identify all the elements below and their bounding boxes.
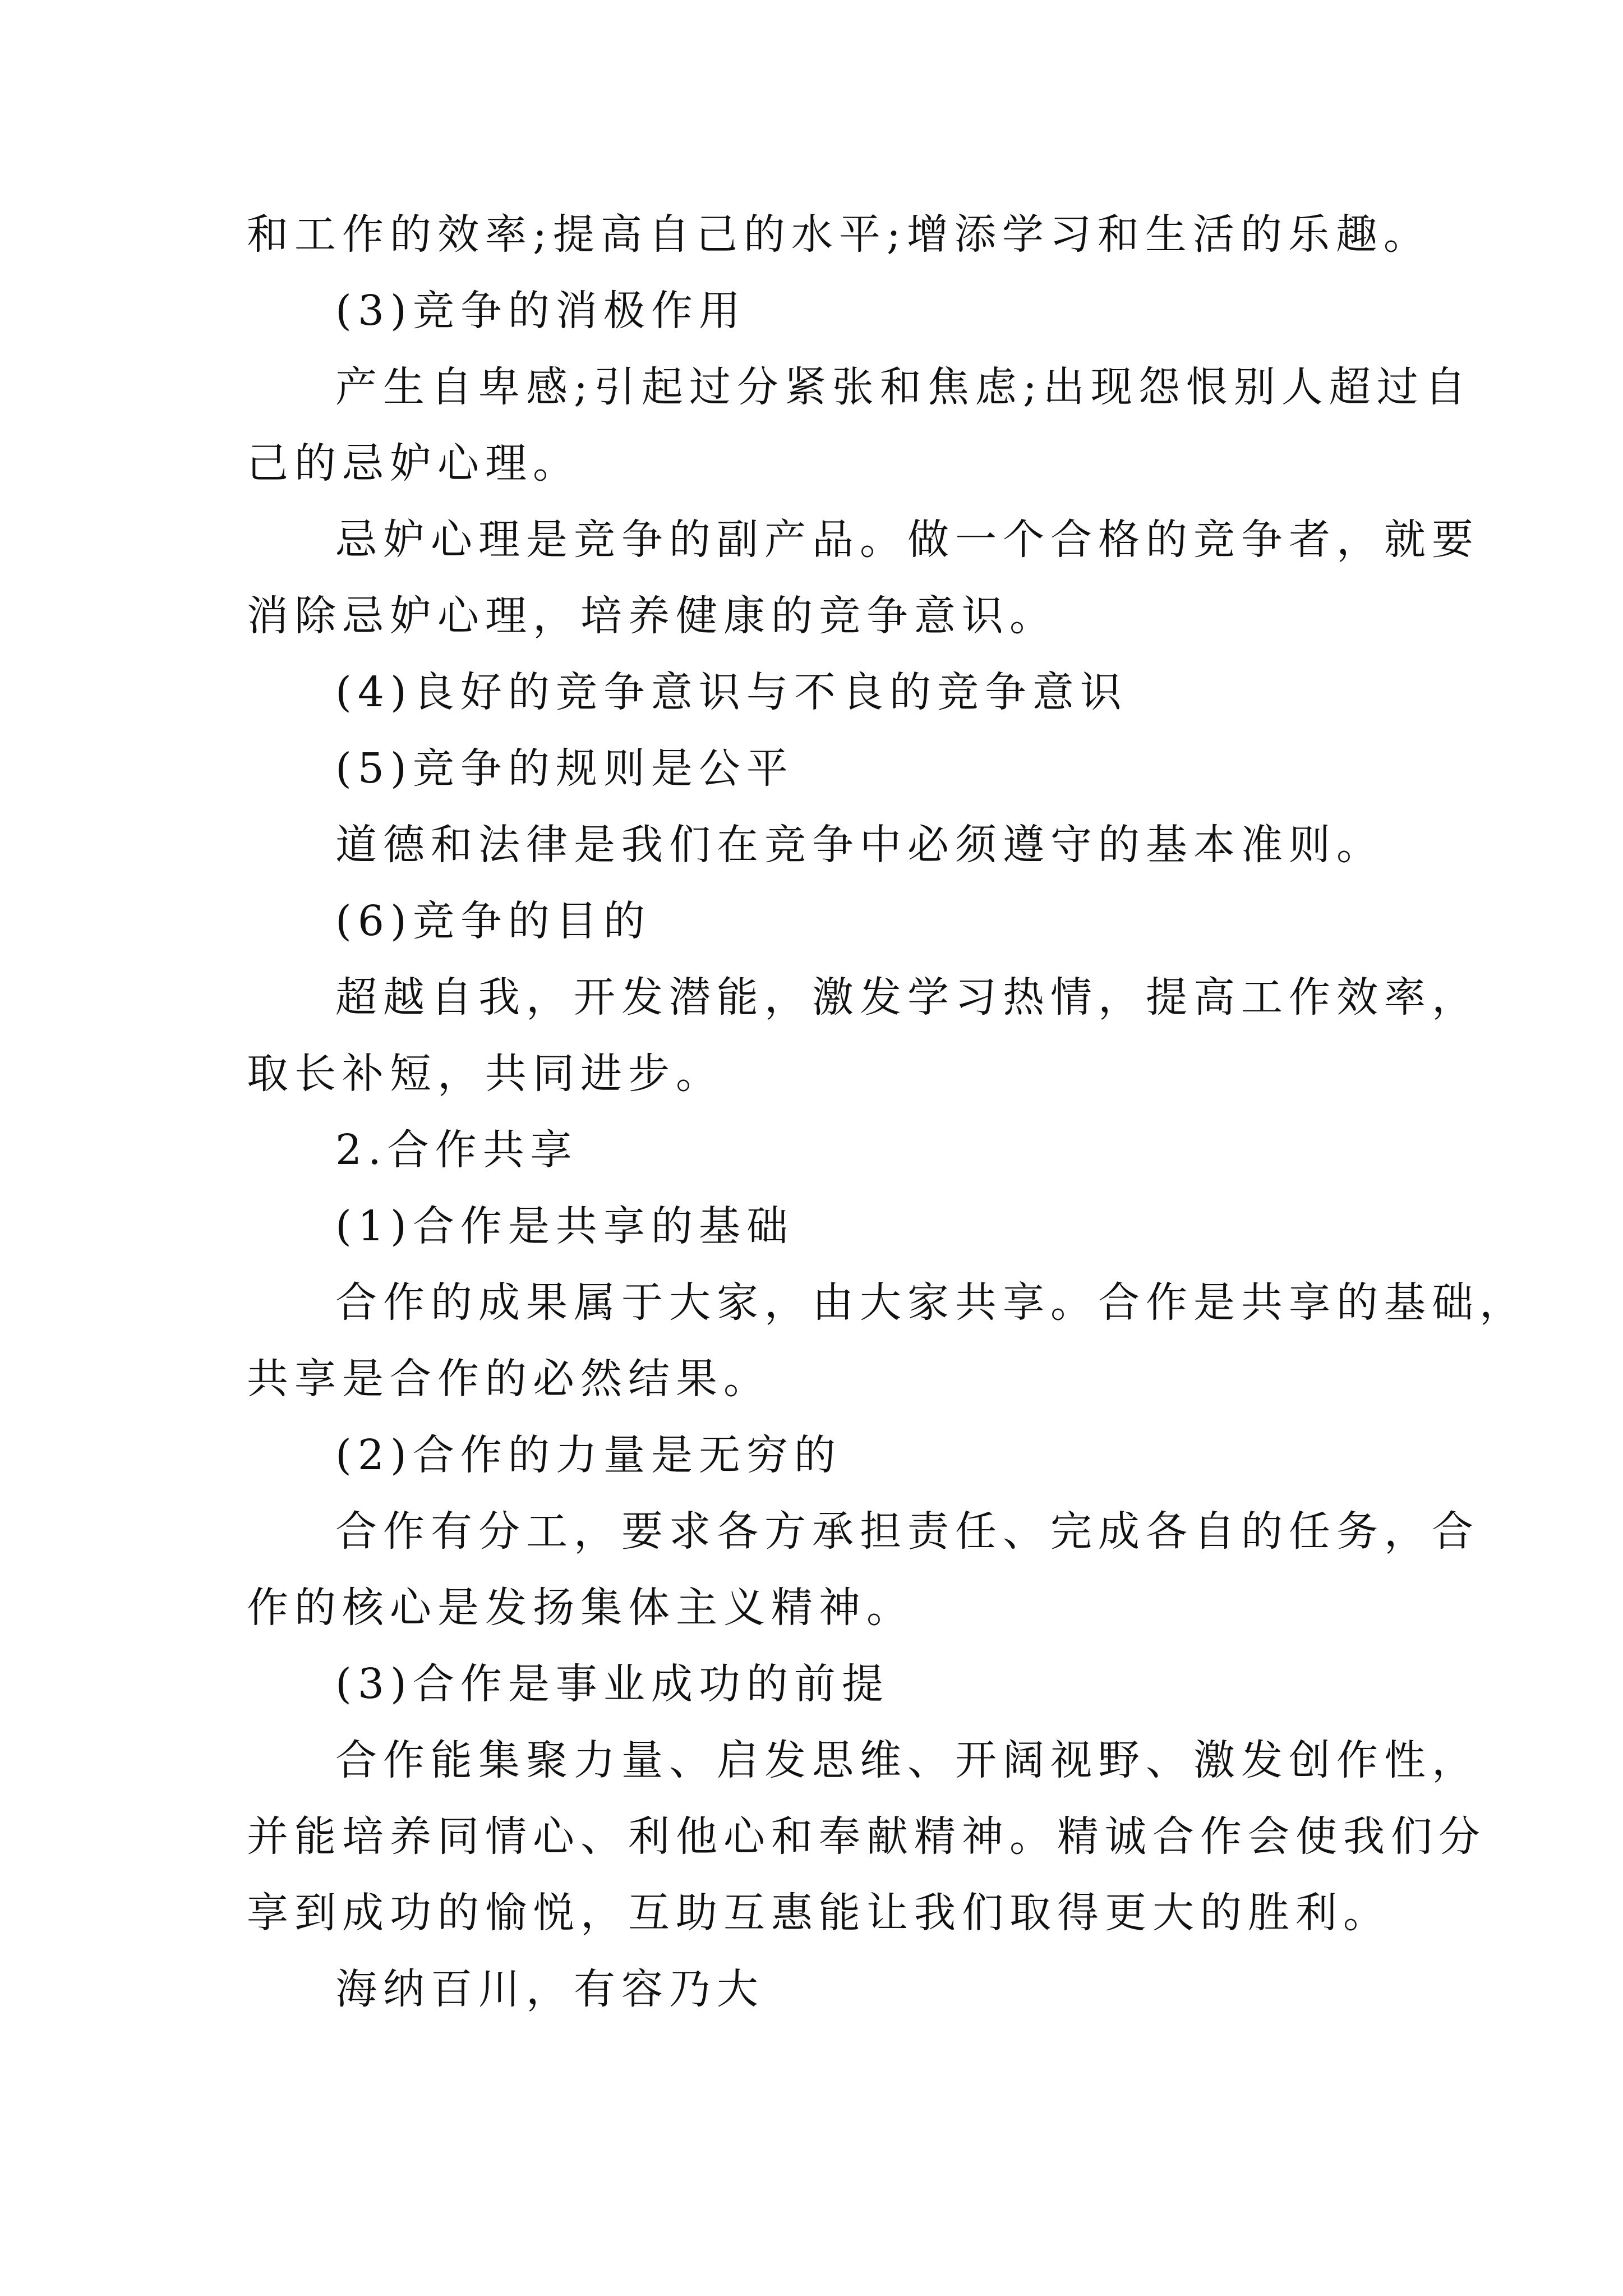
text-line: 超越自我，开发潜能，激发学习热情，提高工作效率， bbox=[335, 973, 1479, 1022]
text-line: (5)竞争的规则是公平 bbox=[335, 744, 794, 793]
text-line: 合作能集聚力量、启发思维、开阔视野、激发创作性， bbox=[335, 1736, 1479, 1784]
text-line: 合作的成果属于大家，由大家共享。合作是共享的基础， bbox=[335, 1278, 1527, 1327]
text-line: 并能培养同情心、利他心和奉献精神。精诚合作会使我们分 bbox=[247, 1812, 1486, 1861]
text-line: 产生自卑感;引起过分紧张和焦虑;出现怨恨别人超过自 bbox=[335, 363, 1472, 411]
text-line: 2.合作共享 bbox=[335, 1126, 578, 1174]
text-line: (6)竞争的目的 bbox=[335, 897, 651, 945]
text-line: (4)良好的竞争意识与不良的竞争意识 bbox=[335, 668, 1128, 716]
text-line: 道德和法律是我们在竞争中必须遵守的基本准则。 bbox=[335, 821, 1384, 869]
text-line: 消除忌妒心理，培养健康的竞争意识。 bbox=[247, 592, 1057, 640]
text-line: 合作有分工，要求各方承担责任、完成各自的任务，合 bbox=[335, 1507, 1479, 1556]
text-line: (1)合作是共享的基础 bbox=[335, 1202, 794, 1250]
text-line: (2)合作的力量是无穷的 bbox=[335, 1431, 842, 1479]
text-line: 海纳百川，有容乃大 bbox=[335, 1965, 764, 2013]
text-line: 和工作的效率;提高自己的水平;增添学习和生活的乐趣。 bbox=[247, 210, 1431, 259]
document-body bbox=[247, 196, 1527, 2027]
text-line: 共享是合作的必然结果。 bbox=[247, 1355, 771, 1403]
text-line: 己的忌妒心理。 bbox=[247, 439, 580, 487]
text-line: 作的核心是发扬集体主义精神。 bbox=[247, 1584, 914, 1632]
text-line: 忌妒心理是竞争的副产品。做一个合格的竞争者，就要 bbox=[335, 516, 1479, 564]
text-line: (3)合作是事业成功的前提 bbox=[335, 1660, 889, 1708]
text-line: (3)竞争的消极作用 bbox=[335, 287, 746, 335]
text-line: 享到成功的愉悦，互助互惠能让我们取得更大的胜利。 bbox=[247, 1889, 1391, 1937]
text-line: 取长补短，共同进步。 bbox=[247, 1050, 723, 1098]
